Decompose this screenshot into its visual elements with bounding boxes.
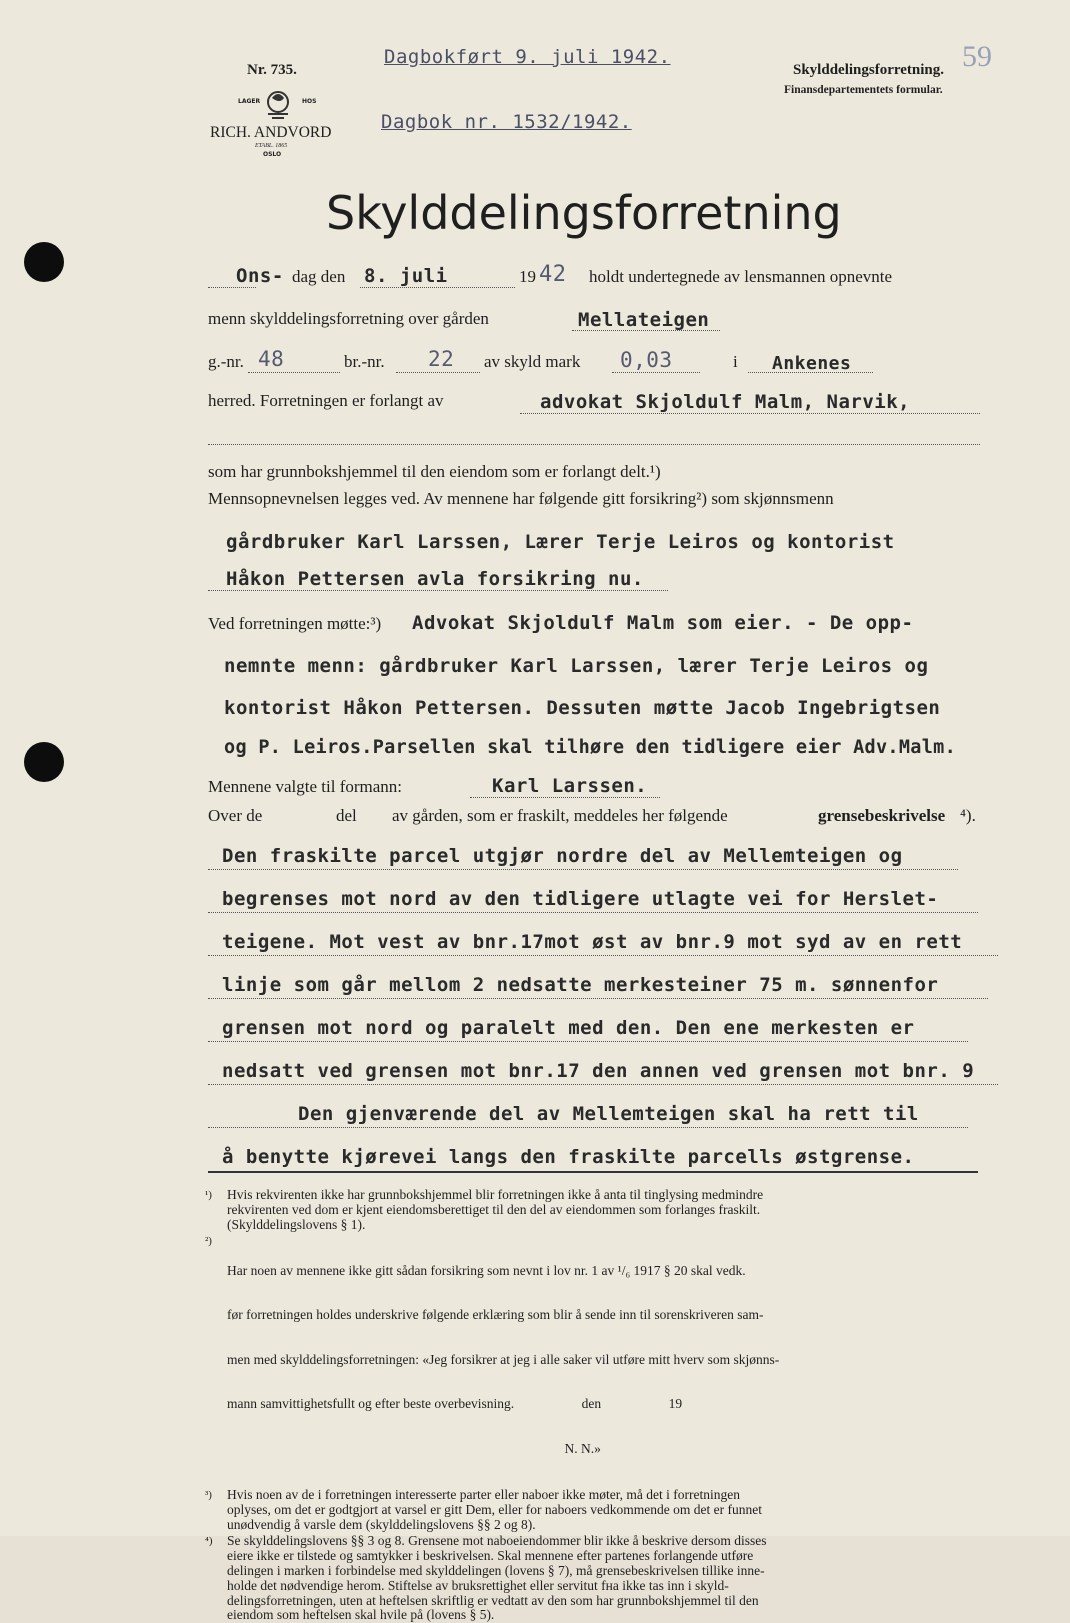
footnote-line: eiendom som heftelsen skal hvile på (lovens § 5). (227, 1607, 495, 1623)
skyld-label: av skyld mark (484, 352, 581, 371)
form-number: Nr. 735. (247, 62, 297, 78)
footnote-line: før forretningen holdes underskrive følgende erklæring som blir å sende inn til sorenskriveren sam- (227, 1307, 764, 1323)
footnote-line: (Skylddelingslovens § 1). (227, 1216, 366, 1232)
footnote-line: eiere ikke er tilstede og samtykker i beskrivelsen. Skal mennene efter partenes forlangende utføre (227, 1548, 754, 1564)
form-name: Skylddelingsforretning. (793, 62, 945, 78)
footnote-line: Hvis noen av de i forretningen interesserte parter eller naboer ikke møter, må det i forretningen (227, 1486, 741, 1502)
line2-text: menn skylddelingsforretning over gården (208, 309, 489, 328)
date-label: dag den (292, 267, 346, 286)
description-line-6: nedsatt ved grensen mot bnr.17 den annen ved grensen mot bnr. 9 (222, 1060, 975, 1082)
description-line-4: linje som går mellom 2 nedsatte merkesteiner 75 m. sønnenfor (222, 974, 939, 996)
description-line-7: Den gjenværende del av Mellemteigen skal ha rett til (298, 1103, 919, 1125)
men-line-1: gårdbruker Karl Larssen, Lærer Terje Leiros og kontorist (226, 531, 895, 553)
herred-value: Ankenes (772, 353, 852, 374)
diary-stamp: Dagbok nr. 1532/1942. (381, 111, 632, 133)
footnote-mark: ⁴) (205, 1535, 213, 1548)
bnr-value: 22 (428, 347, 455, 371)
i-label: i (733, 352, 738, 371)
over-text-5: ⁴). (960, 806, 976, 825)
line5-text: som har grunnbokshjemmel til den eiendom som er forlangt delt.¹) (208, 462, 661, 481)
punch-hole-bottom (24, 742, 64, 782)
footnote-2 (205, 1234, 985, 1486)
description-line-5: grensen mot nord og paralelt med den. Den ene merkesten er (222, 1017, 915, 1039)
skyld-value: 0,03 (620, 348, 673, 372)
attendance-label: Ved forretningen møtte:³) (208, 614, 382, 633)
publisher-logo (210, 88, 345, 162)
description-line-8: å benytte kjørevei langs den fraskilte parcells østgrense. (222, 1146, 915, 1168)
footnote-line: Har noen av mennene ikke gitt sådan forsikring som nevnt i lov nr. 1 av ¹/₆ 1917 § 20 skal vedk. (227, 1262, 746, 1278)
footnote-line: delingen i marken i forbindelse med skylddelingen (lovens § 7), må grensebeskrivelsen tillike inne- (227, 1562, 765, 1578)
publisher-established: ETABL. 1865 (255, 143, 288, 149)
punch-hole-top (24, 242, 64, 282)
publisher-name: RICH. ANDVORD (210, 124, 332, 141)
line6-text: Mennsopnevnelsen legges ved. Av mennene har følgende gitt forsikring²) som skjønnsmenn (208, 489, 834, 508)
footnote-line: Se skylddelingslovens §§ 3 og 8. Grensene mot naboeiendommer blir ikke å beskrive dersom disses (227, 1533, 767, 1549)
description-line-1: Den fraskilte parcel utgjør nordre del av Mellemteigen og (222, 845, 903, 867)
page-title: Skylddelingsforretning (326, 186, 842, 240)
logo-text-right: HOS (302, 98, 317, 105)
gnr-label: g.-nr. (208, 352, 244, 371)
over-text-1: Over de (208, 806, 263, 825)
men-line-2: Håkon Pettersen avla forsikring nu. (226, 568, 644, 590)
line4-text: herred. Forretningen er forlangt av (208, 391, 444, 410)
attendance-first: Advokat Skjoldulf Malm som eier. - De opp- (412, 612, 914, 634)
footnote-mark: ¹) (205, 1189, 212, 1201)
footnote-mark: ³) (205, 1488, 212, 1501)
publisher-city: OSLO (263, 151, 282, 158)
footnotes (205, 1188, 985, 1623)
footnote-1 (205, 1188, 985, 1232)
footnote-line: N. N.» (227, 1440, 601, 1456)
line1-text: holdt undertegnede av lensmannen opnevnte (589, 267, 893, 286)
bnr-label: br.-nr. (344, 352, 385, 371)
footnote-line: Hvis rekvirenten ikke har grunnbokshjemmel blir forretningen ikke å anta til tinglysing medmindre (227, 1187, 764, 1202)
footnote-line: oplyses, om det er godtgjort at varsel er gitt Dem, eller for naboers vedkommende om det er funnet (227, 1501, 762, 1517)
footnote-line: delingsforretningen, uten at heftelsen skriftlig er vedtatt av den som har grunnbokshjemmel til den (227, 1592, 759, 1608)
attendance-line-3: og P. Leiros.Parsellen skal tilhøre den tidligere eier Adv.Malm. (224, 737, 957, 758)
year-prefix: 19 (519, 267, 536, 286)
description-line-3: teigene. Mot vest av bnr.17mot øst av bnr.9 mot syd av en rett (222, 931, 963, 953)
over-text-4: grensebeskrivelse (818, 806, 946, 825)
chairman-name: Karl Larssen. (492, 775, 648, 797)
year-suffix: 42 (539, 262, 567, 287)
gnr-value: 48 (258, 347, 285, 371)
logo-text-left: LAGER (238, 98, 261, 105)
footnote-line: rekvirenten ved dom er kjent eiendomsberettiget til den del av eiendommen som forlanges fraskilt. (227, 1201, 761, 1217)
date-value: 8. juli (364, 265, 448, 287)
footnote-mark: ²) (205, 1235, 212, 1248)
footnote-3 (205, 1488, 985, 1532)
attendance-line-2: kontorist Håkon Pettersen. Dessuten møtte Jacob Ingebrigtsen (224, 697, 941, 719)
footnote-line: holde det nødvendige herom. Stiftelse av bruksrettighet eller servitut fна ikke tas inn i skyld- (227, 1577, 729, 1593)
day-prefix: Ons- (236, 265, 284, 287)
chairman-label: Mennene valgte til formann: (208, 777, 403, 796)
page-number: 59 (962, 40, 992, 73)
footnote-rule (208, 1171, 978, 1173)
footnote-line: unødvendig å varsle dem (skylddelingslovens §§ 2 og 8). (227, 1516, 536, 1532)
over-text-3: av gården, som er fraskilt, meddeles her følgende (392, 806, 728, 825)
attendance-line-1: nemnte menn: gårdbruker Karl Larssen, lærer Terje Leiros og (224, 655, 929, 677)
form-source: Finansdepartementets formular. (784, 84, 943, 96)
registered-stamp: Dagbokført 9. juli 1942. (384, 46, 671, 68)
publisher-emblem-icon (258, 88, 298, 122)
over-text-2: del (336, 806, 357, 825)
description-line-2: begrenses mot nord av den tidligere utlagte vei for Herslet- (222, 888, 939, 910)
farm-name: Mellateigen (578, 309, 710, 331)
footnote-line: men med skylddelingsforretningen: «Jeg forsikrer at jeg i alle saker vil utføre mitt hverv som skjønns- (227, 1351, 780, 1367)
footnote-4 (205, 1534, 985, 1623)
footnote-line: mann samvittighetsfullt og efter beste overbevisning. den 19 (227, 1396, 683, 1412)
requester: advokat Skjoldulf Malm, Narvik, (540, 391, 911, 413)
